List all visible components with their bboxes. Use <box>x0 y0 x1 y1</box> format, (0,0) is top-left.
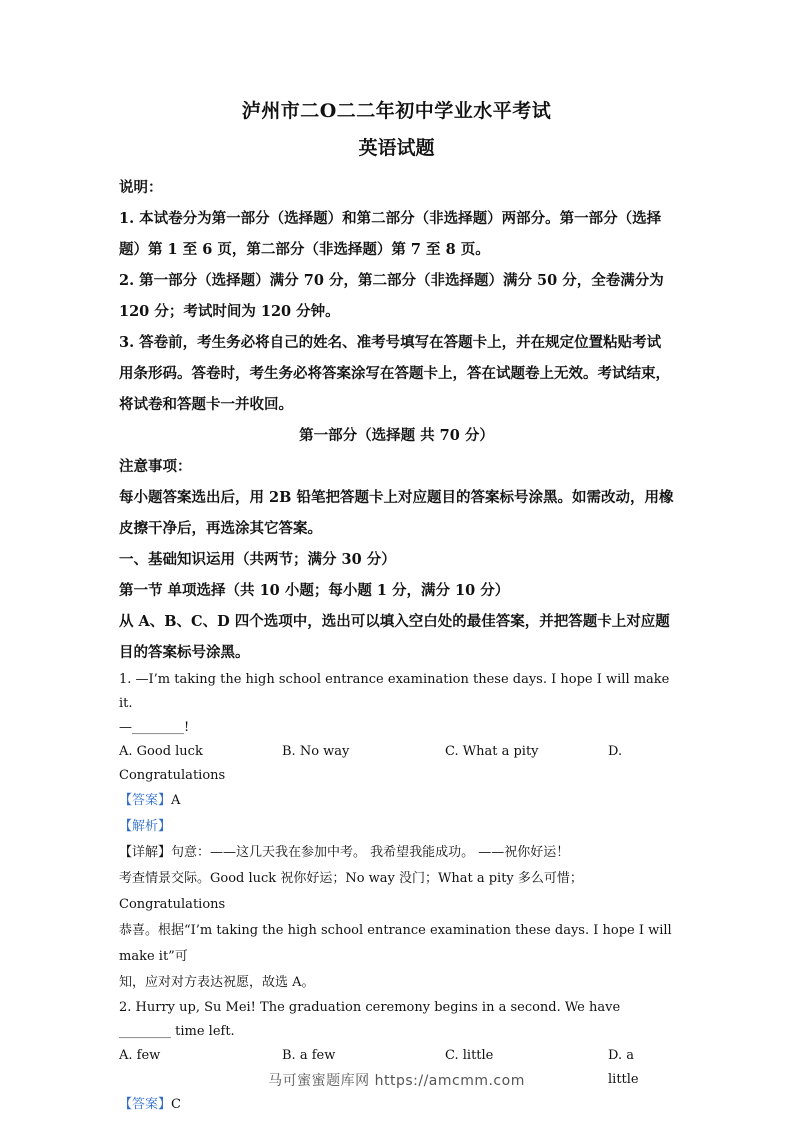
instructions-label: 说明： <box>119 179 163 196</box>
notice-text: 每小题答案选出后，用 2B 铅笔把答题卡上对应题目的答案标号涂黑。如需改动，用橡皮擦干净后，再选涂其它答案。 <box>119 489 674 537</box>
analysis-tag: 【解析】 <box>119 819 172 834</box>
instruction-item: 2. 第一部分（选择题）满分 70 分，第二部分（非选择题）满分 50 分，全卷满分为 120 分；考试时间为 120 分钟。 <box>119 272 664 320</box>
option-d: D. a little <box>608 1048 639 1087</box>
directions: 从 A、B、C、D 四个选项中，选出可以填入空白处的最佳答案，并把答题卡上对应题目的答案标号涂黑。 <box>119 613 670 661</box>
answer-value: A <box>171 793 181 808</box>
answer-tag: 【答案】 <box>119 1097 172 1112</box>
part-heading: 第一部分（选择题 共 70 分） <box>299 427 494 444</box>
question-stem: 2. Hurry up, Su Mei! The graduation ceremony begins in a second. We have ________ time left. <box>119 1000 621 1039</box>
detail-text: 恭喜。根据“I’m taking the high school entrance examination these days. I hope I will make it”可 <box>119 923 672 964</box>
page-subtitle: 英语试题 <box>358 137 435 159</box>
detail-tag: 【详解】 <box>119 845 172 860</box>
footer-watermark: 马可蜜蜜题库网 https://amcmm.com <box>268 1073 525 1089</box>
answer-tag: 【答案】 <box>119 793 172 808</box>
option-c: C. What a pity <box>445 744 539 759</box>
question-stem: 1. —I’m taking the high school entrance examination these days. I hope I will make it. <box>119 672 670 711</box>
option-b: B. a few <box>282 1048 336 1063</box>
detail-text: 考查情景交际。Good luck 祝你好运；No way 没门；What a pity 多么可惜；Congratulations <box>119 871 583 912</box>
detail-text: 知，应对对方表达祝愿，故选 A。 <box>119 975 315 990</box>
option-c: C. little <box>445 1048 494 1063</box>
option-a: A. Good luck <box>119 744 203 759</box>
instruction-item: 3. 答卷前，考生务必将自己的姓名、准考号填写在答题卡上，并在规定位置粘贴考试用条形码。答卷时，考生务必将答案涂写在答题卡上，答在试题卷上无效。考试结束，将试卷和答题卡一并收回。 <box>119 334 670 413</box>
answer-value: C <box>171 1097 181 1112</box>
option-d-text: Congratulations <box>119 768 226 783</box>
instruction-item: 1. 本试卷分为第一部分（选择题）和第二部分（非选择题）两部分。第一部分（选择题）第 1 至 6 页，第二部分（非选择题）第 7 至 8 页。 <box>119 210 662 258</box>
question-2 <box>119 996 674 1118</box>
question-options <box>119 740 674 764</box>
question-stem-reply: —________! <box>119 720 190 735</box>
notice-label: 注意事项： <box>119 458 192 475</box>
question-1 <box>119 668 674 996</box>
exam-page <box>119 96 674 1118</box>
option-a: A. few <box>119 1048 161 1063</box>
option-b: B. No way <box>282 744 350 759</box>
detail-text: 句意：——这几天我在参加中考。 我希望我能成功。 ——祝你好运！ <box>171 845 570 860</box>
page-title: 泸州市二O二二年初中学业水平考试 <box>241 100 552 122</box>
option-d: D. <box>608 744 623 759</box>
subsection-heading: 第一节 单项选择（共 10 小题；每小题 1 分，满分 10 分） <box>119 582 510 599</box>
section-heading: 一、基础知识运用（共两节；满分 30 分） <box>119 551 396 568</box>
